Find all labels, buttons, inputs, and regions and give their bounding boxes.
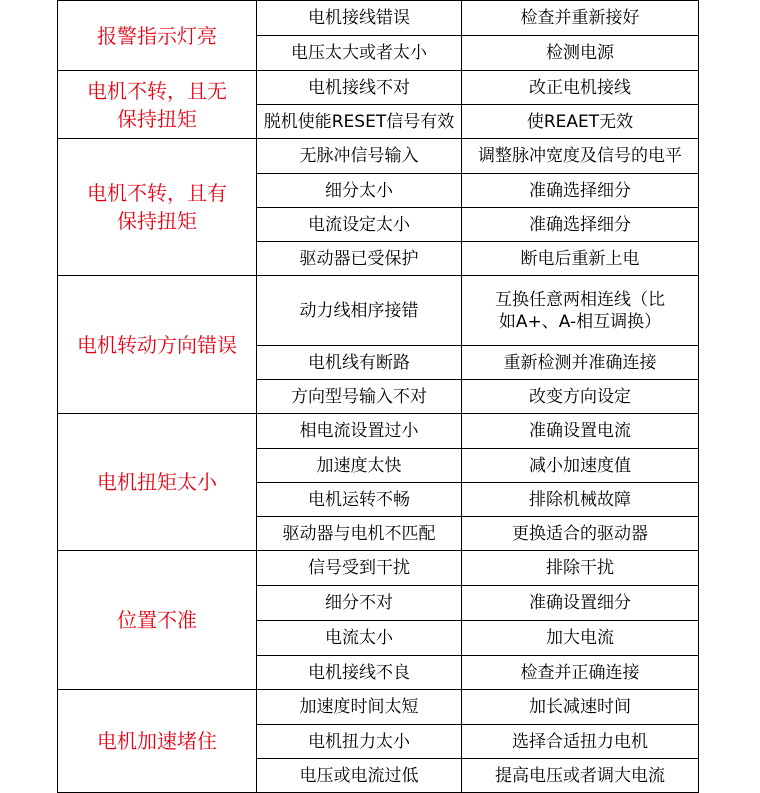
- remedy-cell: 准确设置电流: [462, 414, 699, 449]
- remedy-cell: 重新检测并准确连接: [462, 346, 699, 380]
- symptom-cell: 电机加速堵住: [58, 690, 257, 793]
- table-row: [58, 139, 699, 174]
- symptom-cell: [58, 139, 257, 276]
- symptom-cell: [58, 71, 257, 139]
- symptom-cell: 位置不准: [58, 551, 257, 690]
- cause-cell: 动力线相序接错: [257, 276, 462, 346]
- symptom-cell: 电机转动方向错误: [58, 276, 257, 414]
- remedy-cell: 准确设置细分: [462, 586, 699, 621]
- cause-cell: 细分太小: [257, 174, 462, 208]
- symptom-cell: 报警指示灯亮: [58, 1, 257, 71]
- table-row: [58, 71, 699, 105]
- remedy-line: 互换任意两相连线（比: [495, 289, 665, 310]
- symptom-line: 电机不转，且无: [87, 78, 227, 103]
- table-row: [58, 414, 699, 449]
- remedy-cell: 排除干扰: [462, 551, 699, 586]
- cause-cell: 驱动器与电机不匹配: [257, 517, 462, 551]
- remedy-cell: 调整脉冲宽度及信号的电平: [462, 139, 699, 174]
- remedy-cell: 加大电流: [462, 621, 699, 656]
- remedy-cell: 提高电压或者调大电流: [462, 759, 699, 793]
- remedy-cell: 检测电源: [462, 36, 699, 71]
- remedy-cell: 排除机械故障: [462, 483, 699, 517]
- remedy-cell: 加长减速时间: [462, 690, 699, 725]
- cause-cell: 加速度时间太短: [257, 690, 462, 725]
- remedy-cell: 断电后重新上电: [462, 242, 699, 276]
- remedy-cell: 准确选择细分: [462, 174, 699, 208]
- table-row: [58, 1, 699, 36]
- remedy-line: 如A+、A-相互调换）: [498, 311, 662, 332]
- cause-cell: 电机接线错误: [257, 1, 462, 36]
- cause-cell: 相电流设置过小: [257, 414, 462, 449]
- table-row: [58, 690, 699, 725]
- cause-cell: 电流设定太小: [257, 208, 462, 242]
- remedy-cell: [462, 276, 699, 346]
- symptom-cell: 电机扭矩太小: [58, 414, 257, 551]
- remedy-cell: 检查并重新接好: [462, 1, 699, 36]
- remedy-cell: 检查并正确连接: [462, 656, 699, 690]
- symptom-line: 电机不转，且有: [87, 181, 227, 205]
- cause-cell: 驱动器已受保护: [257, 242, 462, 276]
- troubleshooting-table-container: [57, 0, 699, 793]
- table-body: [58, 1, 699, 793]
- remedy-cell: 选择合适扭力电机: [462, 725, 699, 759]
- cause-cell: 电机线有断路: [257, 346, 462, 380]
- remedy-cell: 更换适合的驱动器: [462, 517, 699, 551]
- cause-cell: 信号受到干扰: [257, 551, 462, 586]
- remedy-cell: 改正电机接线: [462, 71, 699, 105]
- remedy-cell: 使REAET无效: [462, 105, 699, 139]
- cause-cell: 电机运转不畅: [257, 483, 462, 517]
- troubleshooting-table: [57, 0, 699, 793]
- cause-cell: 电机接线不对: [257, 71, 462, 105]
- cause-cell: 脱机使能RESET信号有效: [257, 105, 462, 139]
- cause-cell: 电机扭力太小: [257, 725, 462, 759]
- cause-cell: 电压或电流过低: [257, 759, 462, 793]
- symptom-line: 保持扭矩: [117, 209, 197, 233]
- remedy-cell: 改变方向设定: [462, 380, 699, 414]
- table-row: [58, 551, 699, 586]
- cause-cell: 方向型号输入不对: [257, 380, 462, 414]
- remedy-cell: 减小加速度值: [462, 449, 699, 483]
- remedy-cell: 准确选择细分: [462, 208, 699, 242]
- cause-cell: 加速度太快: [257, 449, 462, 483]
- symptom-line: 保持扭矩: [117, 106, 197, 131]
- cause-cell: 电机接线不良: [257, 656, 462, 690]
- cause-cell: 电压太大或者太小: [257, 36, 462, 71]
- cause-cell: 无脉冲信号输入: [257, 139, 462, 174]
- cause-cell: 电流太小: [257, 621, 462, 656]
- cause-cell: 细分不对: [257, 586, 462, 621]
- table-row: [58, 276, 699, 346]
